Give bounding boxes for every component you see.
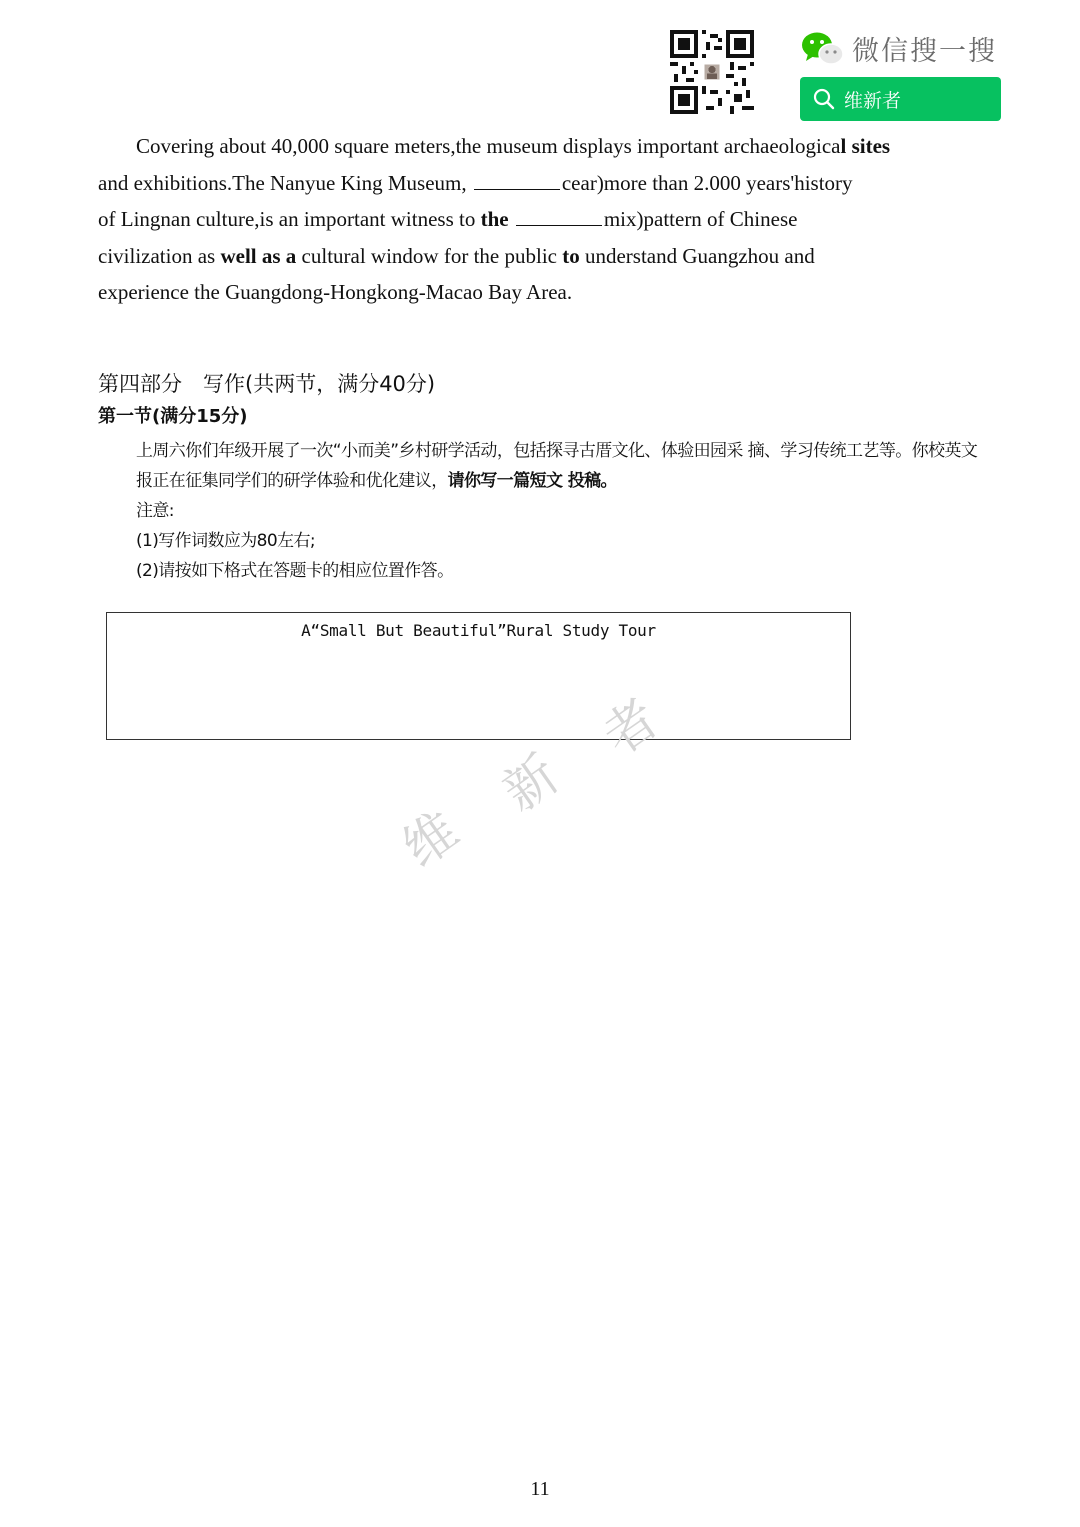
answer-box-title: A“Small But Beautiful”Rural Study Tour bbox=[301, 621, 656, 640]
passage-line-2 bbox=[98, 165, 980, 202]
passage-text: Covering about 40,000 square meters,the museum displays important archaeologica bbox=[136, 134, 841, 158]
passage-text: and exhibitions.The Nanyue King Museum, bbox=[98, 170, 467, 195]
writing-task bbox=[98, 436, 980, 586]
task-prompt bbox=[98, 436, 980, 496]
passage-text: of Lingnan culture,is an important witness to bbox=[98, 207, 476, 231]
passage-text: mix)pattern of Chinese bbox=[603, 207, 798, 231]
passage-bold-text: to bbox=[562, 243, 580, 268]
reading-passage bbox=[98, 128, 980, 311]
passage-text: cear)more than 2.000 years'history bbox=[561, 170, 853, 195]
fill-in-blank[interactable] bbox=[474, 171, 560, 190]
answer-box[interactable] bbox=[106, 612, 851, 740]
watermark-char: 维 bbox=[392, 800, 470, 880]
passage-bold-text: the bbox=[480, 207, 509, 231]
passage-line-5: experience the Guangdong-Hongkong-Macao Bay Area. bbox=[98, 280, 573, 304]
section-subtitle: 第一节(满分15分) bbox=[98, 406, 248, 427]
passage-text: understand Guangzhou and bbox=[584, 243, 815, 268]
note-item-2: (2)请按如下格式在答题卡的相应位置作答。 bbox=[136, 561, 454, 581]
passage-bold-text: well as a bbox=[220, 243, 297, 268]
search-button-text: 维新者 bbox=[844, 89, 902, 112]
wechat-search-badge[interactable] bbox=[800, 28, 1010, 68]
section-title: 第四部分 写作(共两节，满分40分) bbox=[98, 372, 436, 396]
watermark-char: 新 bbox=[492, 744, 570, 824]
passage-text: cultural window for the public bbox=[301, 243, 557, 268]
passage-text: civilization as bbox=[98, 243, 216, 268]
passage-line-3 bbox=[98, 201, 980, 238]
wechat-logo-icon bbox=[800, 30, 844, 66]
note-label: 注意: bbox=[136, 501, 174, 521]
task-prompt-bold: 请你写一篇短文 投稿。 bbox=[447, 471, 617, 491]
search-icon bbox=[812, 87, 836, 111]
task-prompt-text: 上周六你们年级开展了一次“小而美”乡村研学活动，包括探寻古厝文化、体验田园采 摘、学习传统工艺等。你校英文报正在征集同学们的研学体验和优化建议， bbox=[136, 441, 978, 491]
passage-line-1 bbox=[98, 128, 980, 165]
note-item-1: (1)写作词数应为80左右; bbox=[136, 531, 316, 551]
passage-bold-text: l sites bbox=[840, 134, 891, 158]
search-button[interactable] bbox=[800, 77, 1001, 121]
wechat-search-label: 微信搜一搜 bbox=[852, 35, 997, 67]
qr-code-icon bbox=[670, 30, 754, 114]
fill-in-blank[interactable] bbox=[516, 207, 602, 226]
watermark-char: 者 bbox=[592, 688, 670, 768]
page-number: 11 bbox=[530, 1478, 550, 1500]
passage-line-4 bbox=[98, 238, 980, 275]
